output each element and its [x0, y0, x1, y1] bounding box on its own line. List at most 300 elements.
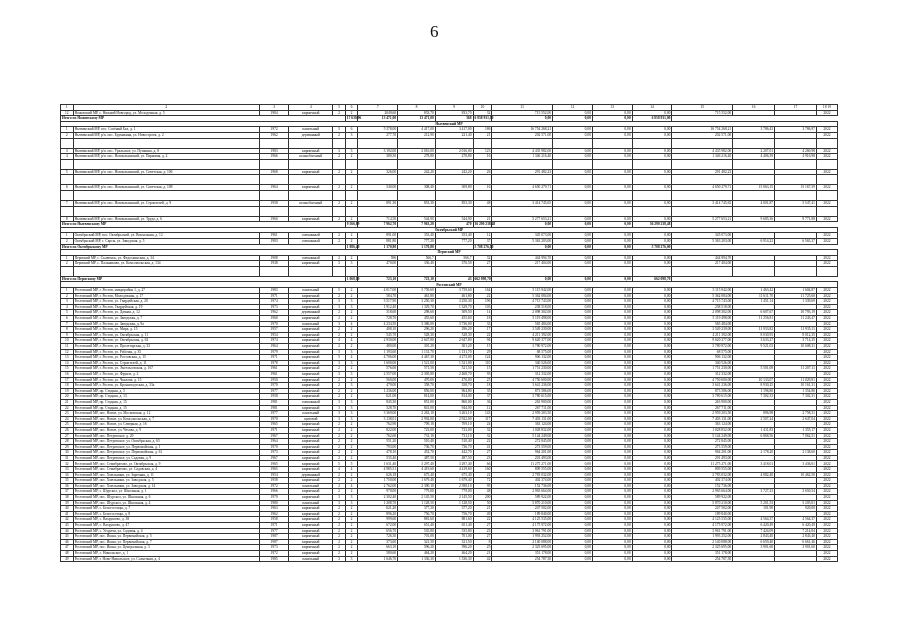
spacer-cell	[398, 206, 436, 216]
table-cell: 2 390,10	[398, 483, 436, 489]
table-cell: 480,00	[358, 344, 398, 350]
table-cell: 1 128,50	[435, 500, 473, 506]
table-cell: 1	[61, 255, 74, 261]
table-cell: 46	[61, 539, 74, 545]
table-cell: 17	[61, 377, 74, 383]
table-cell: 5 115 942,00	[672, 288, 733, 294]
table-cell: 0,00	[553, 545, 593, 551]
table-cell: 1983	[259, 238, 288, 244]
table-cell: 2022	[816, 450, 837, 456]
table-cell: 0,00	[592, 185, 632, 191]
table-cell: 663,10	[358, 545, 398, 551]
table-cell: 49	[61, 556, 74, 562]
table-cell: 4 467,30	[398, 355, 436, 361]
table-cell: 2	[345, 316, 358, 322]
table-cell: 1 128,50	[398, 500, 436, 506]
table-cell: 3	[345, 405, 358, 411]
table-cell: 8	[61, 327, 74, 333]
spacer-cell	[816, 138, 837, 148]
table-cell: Ростовский МР, пос. Новое, ул. Чехова, д. 9	[73, 427, 259, 433]
table-cell: 0,00	[592, 523, 632, 529]
table-cell: 5	[333, 461, 346, 467]
table-cell: Октябрьский МР, с. Сарсы, ул. Заводская, д. 5	[73, 238, 259, 244]
table-cell: 1964	[259, 185, 288, 191]
table-cell: 0,00	[592, 310, 632, 316]
table-cell: 3 650,54	[775, 489, 817, 495]
table-cell: 2	[345, 506, 358, 512]
table-cell: 16	[473, 154, 492, 160]
table-cell: 29	[473, 349, 492, 355]
table-cell: 626,18	[358, 472, 398, 478]
table-cell: 103	[473, 304, 492, 310]
table-cell: 2022	[816, 495, 837, 501]
table-cell: 3 297,40	[435, 461, 473, 467]
table-cell: панельный	[289, 500, 333, 506]
table-cell: 726,30	[358, 534, 398, 540]
table-cell: 2	[345, 433, 358, 439]
table-cell: панельный	[289, 556, 333, 562]
table-cell: 0,00	[632, 288, 672, 294]
table-cell: 2	[333, 427, 346, 433]
spacer-cell	[733, 190, 775, 200]
table-cell: 4 234,50	[358, 321, 398, 327]
table-cell: 0,00	[632, 338, 672, 344]
table-cell: 8 012,35	[775, 332, 817, 338]
table-cell: 4 406,39	[733, 154, 775, 160]
table-cell: 358,70	[398, 383, 436, 389]
spacer-cell	[672, 175, 733, 185]
table-cell: 2022	[816, 483, 837, 489]
total-cell: 470	[435, 222, 473, 228]
table-cell: 7 424,09	[733, 528, 775, 534]
table-cell: кирпичный	[289, 377, 333, 383]
table-cell: 535,40	[358, 455, 398, 461]
table-cell: 672,00	[358, 523, 398, 529]
total-cell: 5 708 276,00	[474, 244, 494, 249]
table-cell: 110	[473, 360, 492, 366]
table-cell: 0,00	[553, 288, 593, 294]
table-cell: 0,00	[632, 399, 672, 405]
table-cell: 2	[333, 444, 346, 450]
table-cell: Ростовский МР, пос. Петровское, д. 20	[73, 433, 259, 439]
table-cell: 3	[333, 304, 346, 310]
table-cell: 5	[333, 355, 346, 361]
table-cell: 0,00	[632, 200, 672, 206]
table-cell: 0,00	[553, 238, 593, 244]
table-cell: 0,00	[632, 511, 672, 517]
table-cell: 5	[333, 288, 346, 294]
table-cell: 0,00	[553, 478, 593, 484]
total-cell: 368	[435, 116, 473, 122]
total-cell: 7 963,20	[398, 222, 436, 228]
table-cell: кирпичный	[289, 349, 333, 355]
table-cell: кирпичный	[289, 517, 333, 523]
table-cell: 0,00	[592, 472, 632, 478]
table-cell: 1 604,87	[775, 288, 817, 294]
table-cell: кирпичный	[289, 383, 333, 389]
table-cell: 0,00	[632, 310, 672, 316]
header-number-cell: 3	[259, 105, 288, 111]
table-cell: 5 870 210,00	[492, 500, 553, 506]
table-cell: 3	[345, 349, 358, 355]
table-cell: 408,10	[358, 327, 398, 333]
table-cell: 221,40	[435, 132, 473, 138]
table-cell: Ростовский МР, г. Ростов, ул. Кронштадтская, д. 33а	[73, 383, 259, 389]
table-cell: 16 754 268,21	[672, 127, 733, 133]
table-cell: 455,60	[435, 316, 473, 322]
table-cell: 2022	[816, 169, 837, 175]
table-cell: 7 302,31	[775, 394, 817, 400]
table-cell: 2	[61, 293, 74, 299]
spacer-cell	[61, 266, 74, 276]
table-cell: 0,00	[632, 472, 672, 478]
table-cell: 32	[473, 110, 492, 116]
table-cell: кирпичный	[289, 355, 333, 361]
table-cell: кирпичный	[289, 394, 333, 400]
table-cell: 1 339,69	[775, 299, 817, 305]
table-cell: 964 201,00	[492, 450, 553, 456]
table-cell: 1 912,40	[358, 304, 398, 310]
table-cell: 4	[345, 483, 358, 489]
table-cell: 32	[473, 433, 492, 439]
table-cell: Ростовский МР, пос. Петровское, ул. Первомайская, д. 1	[73, 444, 259, 450]
table-cell: 2022	[816, 261, 837, 267]
table-cell: 8 030,93	[733, 332, 775, 338]
spacer-cell	[289, 190, 333, 200]
table-cell: 0,00	[553, 316, 593, 322]
table-cell: 0,00	[553, 321, 593, 327]
table-cell: 254 787,50	[672, 556, 733, 562]
table-cell: 452,70	[398, 450, 436, 456]
table-cell: Нытвенский МР, р/п. пос. Новоильинский, ул. Строителей, д. 9	[73, 200, 259, 206]
total-cell: 662 098,70	[632, 276, 672, 282]
header-number-cell: 2	[73, 105, 259, 111]
table-cell: 2	[333, 394, 346, 400]
table-cell: 1965	[259, 467, 288, 473]
table-cell: 3	[61, 148, 74, 154]
table-cell: 0,00	[592, 327, 632, 333]
total-cell: 0,00	[553, 116, 593, 122]
table-cell	[775, 110, 817, 116]
table-cell: 2	[345, 310, 358, 316]
table-cell: 2022	[816, 383, 837, 389]
table-cell: 464,20	[435, 550, 473, 556]
table-cell: 0,00	[592, 489, 632, 495]
spacer-cell	[259, 175, 288, 185]
table-cell: 1970	[259, 383, 288, 389]
table-cell: 0,00	[553, 216, 593, 222]
table-cell: 0,00	[592, 483, 632, 489]
table-cell: Ростовский МР, пр. Стадная, д. 13	[73, 394, 259, 400]
table-cell: 0,00	[553, 169, 593, 175]
table-cell: 3	[345, 399, 358, 405]
spacer-row	[61, 206, 838, 216]
table-cell: 1 751 230,00	[492, 366, 553, 372]
table-cell: 0,00	[592, 427, 632, 433]
table-cell: 8	[61, 216, 74, 222]
table-cell: 0,00	[632, 327, 672, 333]
table-cell: 2022	[816, 293, 837, 299]
header-number-cell: 7	[358, 105, 398, 111]
table-cell: 2022	[816, 360, 837, 366]
table-cell: 4 125 535,00	[672, 517, 733, 523]
table-cell: 2022	[816, 472, 837, 478]
table-cell: 8 930,25	[733, 383, 775, 389]
spacer-cell	[733, 206, 775, 216]
spacer-cell	[61, 206, 74, 216]
table-cell: 0,00	[632, 366, 672, 372]
table-cell: 1 208,70	[358, 500, 398, 506]
table-cell: 2	[345, 550, 358, 556]
table-cell: 833,70	[398, 110, 436, 116]
table-cell: 2022	[816, 321, 837, 327]
table-cell: Нытвенский МР, р/п. пос. Новоильинский, ул. Советская, д. 108	[73, 185, 259, 191]
table-cell: 0,00	[553, 461, 593, 467]
table-cell: 273 559,00	[492, 444, 553, 450]
table-cell: 756,70	[435, 511, 473, 517]
table-cell: 377,20	[398, 506, 436, 512]
table-cell: 0,00	[592, 405, 632, 411]
table-cell: 2	[333, 545, 346, 551]
table-cell: 376,50	[435, 261, 473, 267]
table-cell: 675,40	[398, 472, 436, 478]
table-cell: 779,00	[435, 489, 473, 495]
table-cell: 43	[61, 523, 74, 529]
spacer-cell	[492, 159, 553, 169]
table-cell: 247 502,00	[672, 506, 733, 512]
table-cell: 0,00	[632, 169, 672, 175]
table-cell: 873 586,00	[672, 388, 733, 394]
table-cell: 0,00	[553, 299, 593, 305]
table-cell: 2	[333, 511, 346, 517]
table-cell: 3 386,00	[398, 321, 436, 327]
table-cell: 896,98	[733, 411, 775, 417]
table-cell: 1979	[259, 495, 288, 501]
table-cell: 881,60	[435, 517, 473, 523]
table-cell: панельный	[289, 411, 333, 417]
spacer-cell	[553, 206, 593, 216]
table-cell: 4 916,98	[775, 154, 817, 160]
table-cell: 340 526,00	[672, 360, 733, 366]
table-cell: 2022	[816, 355, 837, 361]
table-cell: 565 484,00	[492, 321, 553, 327]
table-cell: 3	[345, 411, 358, 417]
table-cell: 1966	[259, 489, 288, 495]
table-cell: 272 845,00	[672, 439, 733, 445]
table-cell: 50	[473, 500, 492, 506]
table-cell: 0,00	[592, 233, 632, 239]
table-cell: щитовой	[289, 416, 333, 422]
table-cell: 2022	[816, 399, 837, 405]
table-cell: 0,00	[592, 200, 632, 206]
table-cell: кирпичный	[289, 366, 333, 372]
table-cell: 10 161,31	[775, 383, 817, 389]
table-cell: 0,00	[553, 523, 593, 529]
table-cell: кирпичный	[289, 338, 333, 344]
table-cell: 4 175 972,00	[492, 523, 553, 529]
table-cell: 5 201,53	[733, 500, 775, 506]
table-cell: 0,00	[592, 288, 632, 294]
total-cell: 0,00	[592, 222, 632, 228]
spacer-cell	[289, 206, 333, 216]
spacer-cell	[632, 190, 672, 200]
table-cell: кирпичный	[289, 216, 333, 222]
table-cell: 377,20	[435, 506, 473, 512]
table-cell: 0,00	[632, 216, 672, 222]
header-number-cell: 11	[492, 105, 553, 111]
table-cell: 3 901,60	[775, 545, 817, 551]
table-cell: 0,00	[553, 450, 593, 456]
table-cell: 2022	[816, 200, 837, 206]
table-cell: 3	[333, 360, 346, 366]
table-cell: 0,00	[592, 411, 632, 417]
table-cell: 31	[61, 455, 74, 461]
table-cell: 0,00	[553, 185, 593, 191]
table-cell: 3	[333, 148, 346, 154]
table-cell: 2 145,50	[398, 495, 436, 501]
table-cell: 0,00	[632, 261, 672, 267]
table-cell: шлакоблочный	[289, 154, 333, 160]
table-cell: кирпичный	[289, 422, 333, 428]
table-cell: 26	[61, 427, 74, 433]
table-cell: кирпичный	[289, 439, 333, 445]
table-cell: 38	[61, 495, 74, 501]
table-cell: 4 273,00	[435, 355, 473, 361]
table-cell: Ростовский МР, пос. Петровское, ул. Октябрьская, д. 65	[73, 439, 259, 445]
table-cell: 964 201,00	[672, 450, 733, 456]
table-cell: 1961	[259, 233, 288, 239]
spacer-cell	[816, 175, 837, 185]
table-cell: 14	[61, 360, 74, 366]
table-cell: 2	[345, 332, 358, 338]
table-cell: 2	[345, 450, 358, 456]
total-cell: 0,00	[592, 116, 632, 122]
table-cell: кирпичный	[289, 539, 333, 545]
table-cell: 470,00	[435, 377, 473, 383]
table-cell: 0,00	[553, 539, 593, 545]
table-cell: 18	[473, 316, 492, 322]
table-cell: 2	[345, 200, 358, 206]
spacer-cell	[733, 159, 775, 169]
table-cell: 321,50	[435, 539, 473, 545]
table-cell: 20	[61, 394, 74, 400]
spacer-cell	[816, 206, 837, 216]
table-cell: Ножовский МР, с. Нижний Новгород, ул. Молодежная, д. 5	[73, 110, 259, 116]
table-cell: 217 404,00	[492, 261, 553, 267]
table-cell: 35	[473, 388, 492, 394]
table-cell: 6 914,22	[733, 238, 775, 244]
table-cell: 920,00	[775, 506, 817, 512]
table-cell: 2 647,04	[775, 416, 817, 422]
table-cell: 0,00	[553, 349, 593, 355]
table-cell: 201 493,00	[672, 455, 733, 461]
table-cell: 0,00	[632, 539, 672, 545]
table-cell: 11 275 271,00	[672, 461, 733, 467]
table-cell: 23	[61, 411, 74, 417]
table-cell: 4 706,00	[358, 355, 398, 361]
total-cell: 17 630,96	[346, 116, 362, 121]
spacer-cell	[632, 206, 672, 216]
table-cell: Ростовский МР, пос. Семибратово, ул. Октябрьская, д. 9	[73, 461, 259, 467]
table-cell: 651,40	[398, 523, 436, 529]
table-cell: 0,00	[592, 388, 632, 394]
table-cell: 0,00	[553, 366, 593, 372]
table-cell: 4 564,37	[775, 517, 817, 523]
table-cell: 2022	[816, 344, 837, 350]
table-cell: 1 354,80	[775, 388, 817, 394]
table-cell: 3	[333, 500, 346, 506]
table-cell: 0,00	[632, 528, 672, 534]
table-cell: 2	[345, 539, 358, 545]
table-cell: 0,00	[592, 304, 632, 310]
table-cell: 27	[61, 433, 74, 439]
table-cell: 200	[473, 495, 492, 501]
total-cell: 36 290 238,48	[474, 222, 496, 227]
spacer-cell	[672, 138, 733, 148]
table-cell: 566,7	[398, 255, 436, 261]
table-cell: 3	[333, 556, 346, 562]
table-cell: 1 993 252,00	[492, 534, 553, 540]
table-cell: Ростовский МР, пр. Стадная, д. 5	[73, 388, 259, 394]
table-cell: 0,00	[553, 110, 593, 116]
table-cell: 6	[345, 127, 358, 133]
table-cell: 9 620 377,00	[672, 338, 733, 344]
table-cell: 3	[345, 299, 358, 305]
table-cell: 3 263,10	[435, 411, 473, 417]
table-cell: 1967	[259, 455, 288, 461]
spacer-cell	[592, 175, 632, 185]
table-cell: 3 297,40	[398, 461, 436, 467]
table-cell: 0,00	[592, 416, 632, 422]
table-cell: Пермский МР, с. Сылвенск, ул. Федоскинская, д. 34	[73, 255, 259, 261]
table-cell: 0,00	[592, 528, 632, 534]
spacer-cell	[73, 138, 259, 148]
table-cell: 0,00	[632, 545, 672, 551]
table-cell: 5 115 942,00	[492, 288, 553, 294]
table-cell: 363 124,00	[492, 422, 553, 428]
table-cell: 1 631,40	[358, 461, 398, 467]
table-cell: Ростовский МР, с. Шурскол, ул. Школьная, д. 1	[73, 489, 259, 495]
total-cell: 9 566,89	[346, 222, 360, 227]
table-cell: 1960	[259, 216, 288, 222]
table-cell: 999,60	[358, 517, 398, 523]
table-cell: 3 780 615,00	[672, 394, 733, 400]
table-cell: 2022	[816, 216, 837, 222]
total-cell: 6 858 931,00	[632, 116, 672, 122]
table-cell: 1 751 230,00	[672, 366, 733, 372]
table-cell: 0,00	[592, 433, 632, 439]
table-cell: 0,00	[592, 344, 632, 350]
table-cell: 351 178,00	[672, 550, 733, 556]
table-cell: 1 679,40	[435, 478, 473, 484]
table-cell: 0,00	[632, 506, 672, 512]
table-cell: 212,90	[398, 132, 436, 138]
table-cell: 1974	[259, 338, 288, 344]
table-cell: 1 521,00	[398, 360, 436, 366]
table-cell: 27	[473, 523, 492, 529]
table-cell: Нытвенский МР, р/п. пос. Новоильинский, ул. Труда, д. 6	[73, 216, 259, 222]
table-cell: 1987	[259, 539, 288, 545]
table-cell: 3 759,60	[398, 288, 436, 294]
table-cell: 1970	[259, 321, 288, 327]
table-cell: 4 419,60	[398, 467, 436, 473]
table-cell: 0,00	[632, 238, 672, 244]
table-cell: 0,00	[632, 450, 672, 456]
table-cell: 540,00	[358, 185, 398, 191]
table-cell: 22	[473, 472, 492, 478]
spacer-row	[61, 138, 838, 148]
table-cell: 2 843,40	[733, 534, 775, 540]
